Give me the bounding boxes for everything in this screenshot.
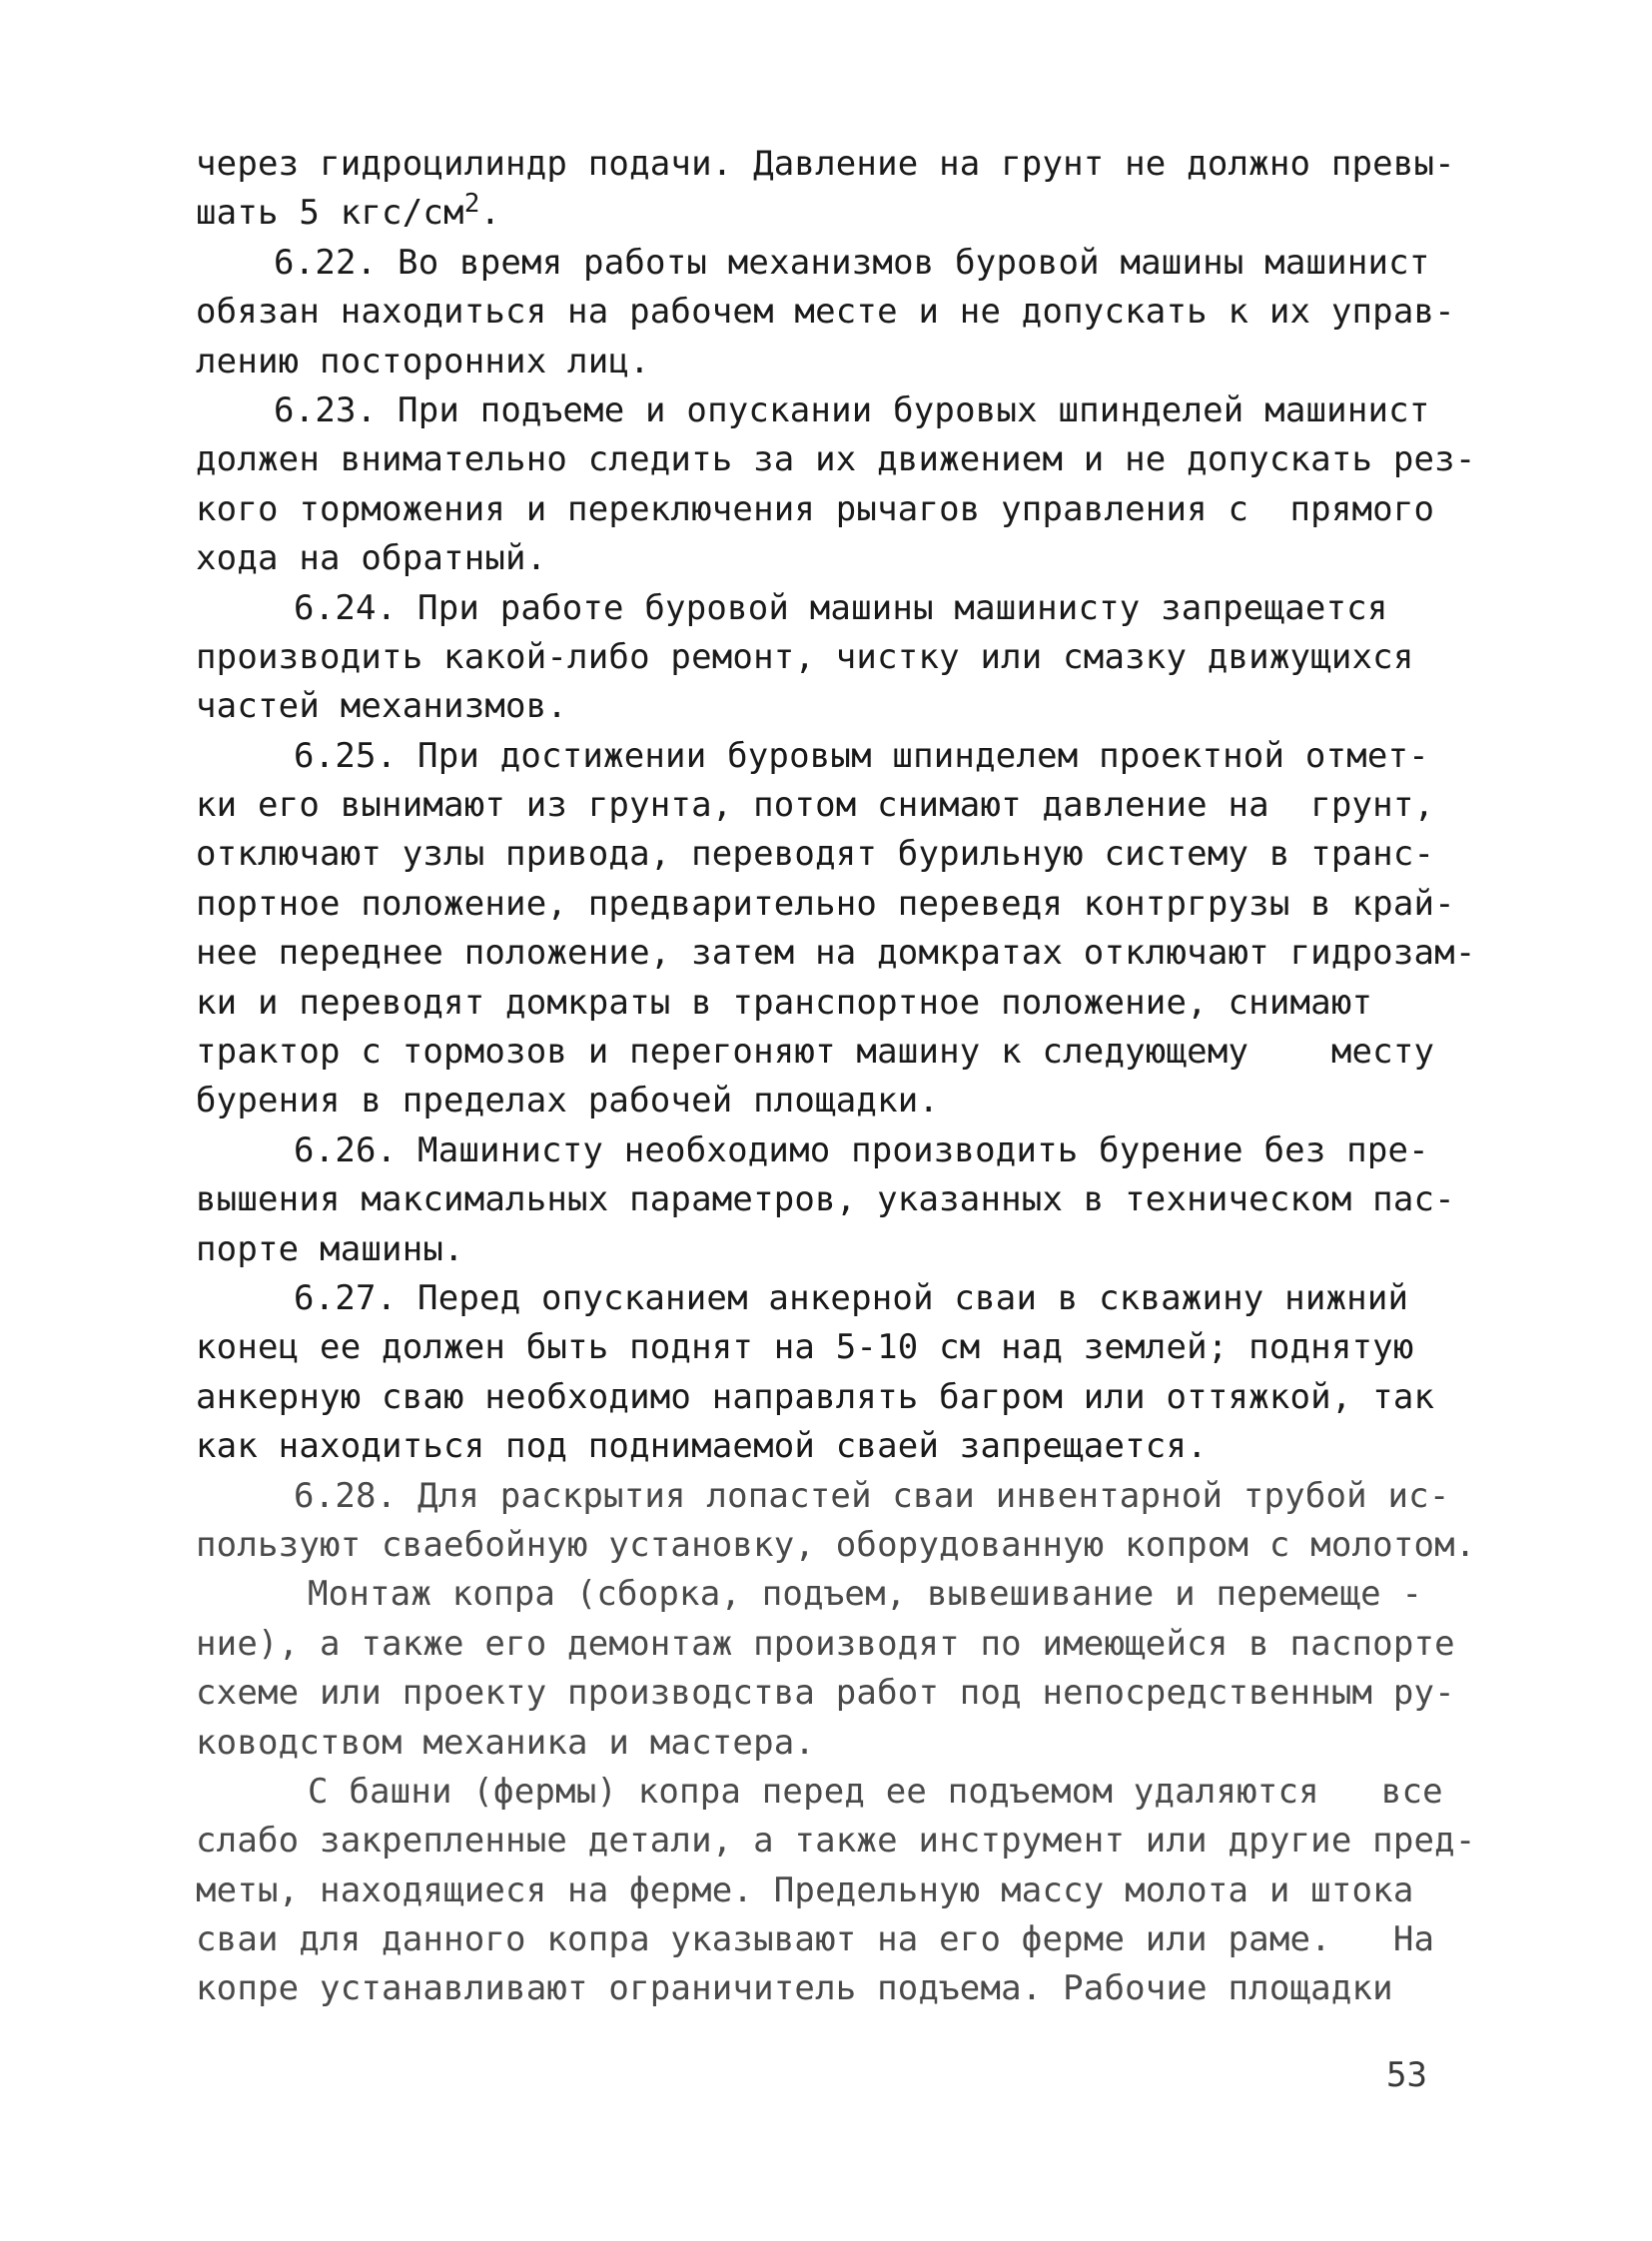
paragraph-6-22-start: 6.22. Во время работы механизмов буровой машины машинист <box>274 242 1430 283</box>
text-line: через гидроцилиндр подачи. Давление на грунт не должно превы- <box>196 144 1455 184</box>
text-line: сваи для данного копра указывают на его ферме или раме. На <box>196 1919 1435 1960</box>
text-line: должен внимательно следить за их движением и не допускать рез- <box>196 439 1476 480</box>
text-line: порте машины. <box>196 1228 464 1269</box>
text-line: нее переднее положение, затем на домкратах отключают гидрозам- <box>196 933 1476 974</box>
text-line: анкерную сваю необходимо направлять багром или оттяжкой, так <box>196 1376 1435 1417</box>
text-line: производить какой-либо ремонт, чистку или смазку движущихся <box>196 636 1414 677</box>
text-line-part: шать 5 кгс/см <box>196 193 464 234</box>
paragraph-6-23-start: 6.23. При подъеме и опускании буровых шпинделей машинист <box>274 389 1430 430</box>
text-line: ки его вынимают из грунта, потом снимают давление на грунт, <box>196 785 1435 826</box>
text-line: ки и переводят домкраты в транспортное положение, снимают <box>196 982 1373 1023</box>
text-line: кого торможения и переключения рычагов управления с прямого <box>196 488 1435 529</box>
text-line: меты, находящиеся на ферме. Предельную массу молота и штока <box>196 1869 1414 1910</box>
text-line: трактор с тормозов и перегоняют машину к следующему месту <box>196 1032 1435 1073</box>
text-line: копре устанавливают ограничитель подъема. Рабочие площадки <box>196 1968 1393 2009</box>
document-body <box>196 140 1476 2014</box>
paragraph-6-27-start: 6.27. Перед опусканием анкерной сваи в скважину нижний <box>294 1277 1409 1318</box>
text-line-with-superscript <box>196 189 1454 238</box>
text-line: ние), а также его демонтаж производят по имеющейся в паспорте <box>196 1623 1455 1664</box>
text-line-part: . <box>479 193 501 234</box>
paragraph-6-25-start: 6.25. При достижении буровым шпинделем проектной отмет- <box>294 735 1429 776</box>
text-line: вышения максимальных параметров, указанных в техническом пас- <box>196 1179 1455 1220</box>
paragraph-6-26-start: 6.26. Машинисту необходимо производить бурение без пре- <box>294 1129 1429 1170</box>
page-number: 53 <box>1386 2055 1427 2095</box>
paragraph-6-24-start: 6.24. При работе буровой машины машинисту запрещается <box>294 587 1388 628</box>
text-line: портное положение, предварительно переведя контргрузы в край- <box>196 883 1455 924</box>
superscript: 2 <box>463 189 480 220</box>
text-line: схеме или проекту производства работ под непосредственным ру- <box>196 1673 1455 1714</box>
text-line: отключают узлы привода, переводят бурильную систему в транс- <box>196 834 1435 875</box>
paragraph-6-28-start: 6.28. Для раскрытия лопастей сваи инвентарной трубой ис- <box>294 1475 1450 1516</box>
text-line: бурения в пределах рабочей площадки. <box>196 1081 940 1121</box>
text-line: лению посторонних лиц. <box>196 341 650 381</box>
paragraph-start: Монтаж копра (сборка, подъем, вывешивание и перемеще - <box>308 1574 1423 1615</box>
text-line: слабо закрепленные детали, а также инструмент или другие пред- <box>196 1821 1476 1862</box>
text-line: как находиться под поднимаемой сваей запрещается. <box>196 1426 1208 1467</box>
text-line: хода на обратный. <box>196 538 547 579</box>
text-line: частей механизмов. <box>196 686 568 727</box>
text-line: обязан находиться на рабочем месте и не допускать к их управ- <box>196 292 1455 333</box>
text-line: конец ее должен быть поднят на 5-10 см над землей; поднятую <box>196 1327 1414 1368</box>
text-line: пользуют сваебойную установку, оборудованную копром с молотом. <box>196 1524 1476 1565</box>
text-line: ководством механика и мастера. <box>196 1722 816 1763</box>
paragraph-start: С башни (фермы) копра перед ее подъемом удаляются все <box>308 1771 1443 1812</box>
